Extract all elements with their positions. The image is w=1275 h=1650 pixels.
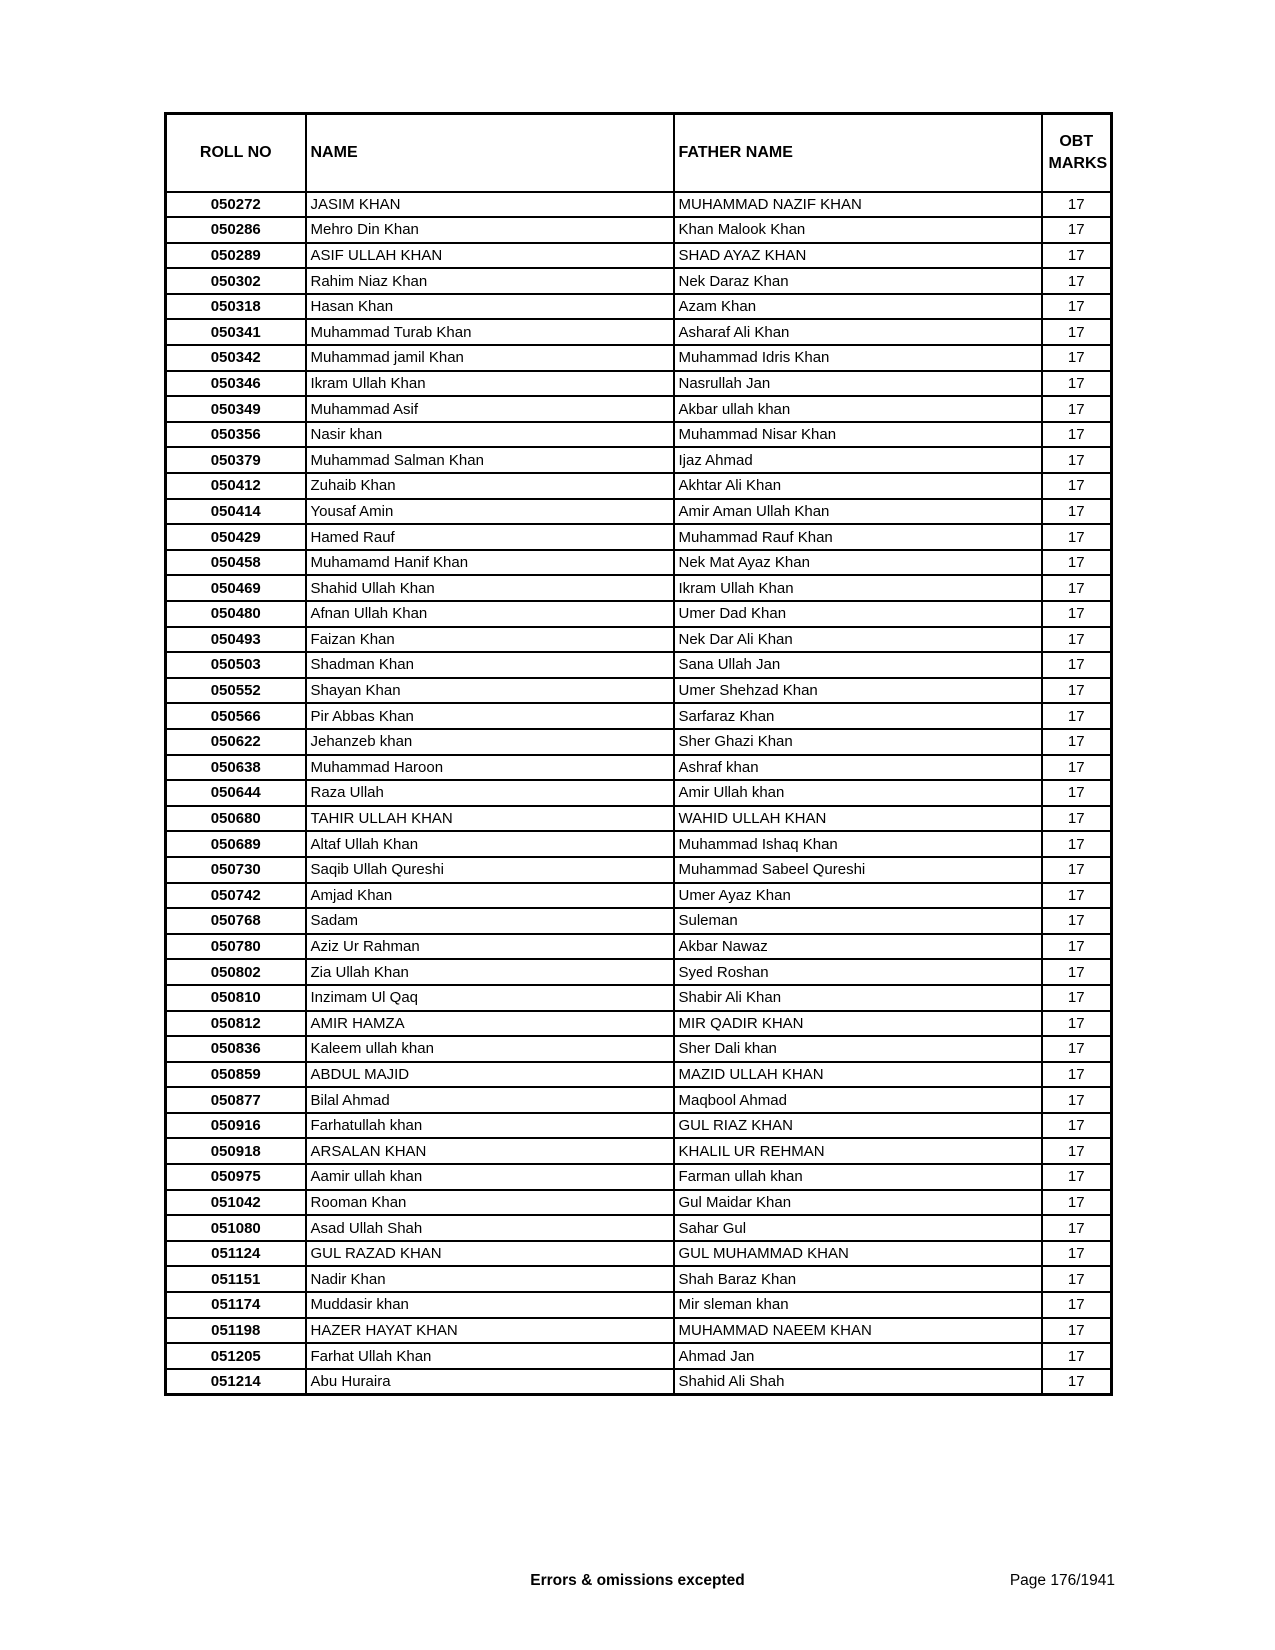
table-row xyxy=(166,627,1112,653)
table-row xyxy=(166,1318,1112,1344)
name-cell: Shadman Khan xyxy=(306,652,674,678)
roll-no-cell: 050429 xyxy=(166,524,306,550)
name-cell: JASIM KHAN xyxy=(306,192,674,218)
marks-cell: 17 xyxy=(1042,703,1112,729)
marks-cell: 17 xyxy=(1042,857,1112,883)
father-name-cell: Nek Dar Ali Khan xyxy=(674,627,1042,653)
roll-no-cell: 050552 xyxy=(166,678,306,704)
page-indicator: Page 176/1941 xyxy=(1009,1572,1115,1589)
table-row xyxy=(166,422,1112,448)
father-name-cell: Gul Maidar Khan xyxy=(674,1190,1042,1216)
name-cell: Farhat Ullah Khan xyxy=(306,1343,674,1369)
roll-no-cell: 050644 xyxy=(166,780,306,806)
marks-cell: 17 xyxy=(1042,319,1112,345)
marks-cell: 17 xyxy=(1042,217,1112,243)
name-cell: Yousaf Amin xyxy=(306,499,674,525)
marks-cell: 17 xyxy=(1042,1318,1112,1344)
name-cell: Aamir ullah khan xyxy=(306,1164,674,1190)
table-row xyxy=(166,601,1112,627)
name-cell: Amjad Khan xyxy=(306,883,674,909)
father-name-cell: Syed Roshan xyxy=(674,959,1042,985)
father-name-cell: Ijaz Ahmad xyxy=(674,447,1042,473)
marks-cell: 17 xyxy=(1042,1343,1112,1369)
name-cell: Abu Huraira xyxy=(306,1369,674,1395)
father-name-cell: Sana Ullah Jan xyxy=(674,652,1042,678)
roll-no-cell: 051080 xyxy=(166,1215,306,1241)
father-name-cell: Muhammad Idris Khan xyxy=(674,345,1042,371)
father-name-cell: Shahid Ali Shah xyxy=(674,1369,1042,1395)
marks-cell: 17 xyxy=(1042,1215,1112,1241)
table-row xyxy=(166,1164,1112,1190)
roll-no-cell: 050356 xyxy=(166,422,306,448)
father-name-cell: Akbar Nawaz xyxy=(674,934,1042,960)
table-row xyxy=(166,243,1112,269)
name-cell: HAZER HAYAT KHAN xyxy=(306,1318,674,1344)
roll-no-cell: 050689 xyxy=(166,831,306,857)
table-row xyxy=(166,1062,1112,1088)
marks-cell: 17 xyxy=(1042,729,1112,755)
marks-cell: 17 xyxy=(1042,1164,1112,1190)
father-name-cell: Asharaf Ali Khan xyxy=(674,319,1042,345)
table-row xyxy=(166,192,1112,218)
table-row xyxy=(166,524,1112,550)
name-cell: Shahid Ullah Khan xyxy=(306,575,674,601)
table-row xyxy=(166,396,1112,422)
name-cell: Aziz Ur Rahman xyxy=(306,934,674,960)
table-row xyxy=(166,908,1112,934)
name-cell: Shayan Khan xyxy=(306,678,674,704)
marks-cell: 17 xyxy=(1042,243,1112,269)
roll-no-cell: 051214 xyxy=(166,1369,306,1395)
roll-no-cell: 050318 xyxy=(166,294,306,320)
father-name-cell: GUL RIAZ KHAN xyxy=(674,1113,1042,1139)
father-name-cell: Nek Mat Ayaz Khan xyxy=(674,550,1042,576)
roll-no-cell: 051042 xyxy=(166,1190,306,1216)
name-cell: Muhammad jamil Khan xyxy=(306,345,674,371)
table-row xyxy=(166,678,1112,704)
name-cell: Saqib Ullah Qureshi xyxy=(306,857,674,883)
marks-cell: 17 xyxy=(1042,1062,1112,1088)
name-cell: Farhatullah khan xyxy=(306,1113,674,1139)
marks-cell: 17 xyxy=(1042,601,1112,627)
father-name-cell: SHAD AYAZ KHAN xyxy=(674,243,1042,269)
roll-no-cell: 050680 xyxy=(166,806,306,832)
marks-cell: 17 xyxy=(1042,1369,1112,1395)
name-cell: Muhammad Asif xyxy=(306,396,674,422)
marks-cell: 17 xyxy=(1042,447,1112,473)
table-row xyxy=(166,499,1112,525)
table-row xyxy=(166,319,1112,345)
roll-no-cell: 050768 xyxy=(166,908,306,934)
father-name-cell: Muhammad Rauf Khan xyxy=(674,524,1042,550)
roll-no-cell: 050286 xyxy=(166,217,306,243)
father-name-cell: Ikram Ullah Khan xyxy=(674,575,1042,601)
name-cell: ABDUL MAJID xyxy=(306,1062,674,1088)
marks-cell: 17 xyxy=(1042,1011,1112,1037)
marks-cell: 17 xyxy=(1042,524,1112,550)
marks-cell: 17 xyxy=(1042,1190,1112,1216)
name-cell: Muhammad Salman Khan xyxy=(306,447,674,473)
col-header-father-name: FATHER NAME xyxy=(674,114,1042,192)
father-name-cell: Muhammad Ishaq Khan xyxy=(674,831,1042,857)
table-row xyxy=(166,780,1112,806)
father-name-cell: Sarfaraz Khan xyxy=(674,703,1042,729)
table-row xyxy=(166,575,1112,601)
table-row xyxy=(166,473,1112,499)
father-name-cell: Akbar ullah khan xyxy=(674,396,1042,422)
marks-cell: 17 xyxy=(1042,499,1112,525)
father-name-cell: Shabir Ali Khan xyxy=(674,985,1042,1011)
roll-no-cell: 050780 xyxy=(166,934,306,960)
marks-cell: 17 xyxy=(1042,1087,1112,1113)
marks-cell: 17 xyxy=(1042,806,1112,832)
roll-no-cell: 050302 xyxy=(166,268,306,294)
father-name-cell: MAZID ULLAH KHAN xyxy=(674,1062,1042,1088)
father-name-cell: Azam Khan xyxy=(674,294,1042,320)
table-row xyxy=(166,1190,1112,1216)
name-cell: Mehro Din Khan xyxy=(306,217,674,243)
marks-cell: 17 xyxy=(1042,780,1112,806)
marks-cell: 17 xyxy=(1042,422,1112,448)
roll-no-cell: 050493 xyxy=(166,627,306,653)
table-row xyxy=(166,447,1112,473)
father-name-cell: Umer Shehzad Khan xyxy=(674,678,1042,704)
table-row xyxy=(166,806,1112,832)
roll-no-cell: 050503 xyxy=(166,652,306,678)
results-table xyxy=(164,112,1113,1396)
table-row xyxy=(166,729,1112,755)
father-name-cell: Ahmad Jan xyxy=(674,1343,1042,1369)
table-row xyxy=(166,831,1112,857)
father-name-cell: Farman ullah khan xyxy=(674,1164,1042,1190)
roll-no-cell: 050916 xyxy=(166,1113,306,1139)
col-header-name: NAME xyxy=(306,114,674,192)
father-name-cell: GUL MUHAMMAD KHAN xyxy=(674,1241,1042,1267)
roll-no-cell: 050379 xyxy=(166,447,306,473)
name-cell: Muddasir khan xyxy=(306,1292,674,1318)
table-row xyxy=(166,1369,1112,1395)
roll-no-cell: 050877 xyxy=(166,1087,306,1113)
name-cell: GUL RAZAD KHAN xyxy=(306,1241,674,1267)
name-cell: Rahim Niaz Khan xyxy=(306,268,674,294)
marks-cell: 17 xyxy=(1042,652,1112,678)
name-cell: Altaf Ullah Khan xyxy=(306,831,674,857)
table-body xyxy=(166,192,1112,1395)
marks-cell: 17 xyxy=(1042,345,1112,371)
table-row xyxy=(166,755,1112,781)
name-cell: Inzimam Ul Qaq xyxy=(306,985,674,1011)
roll-no-cell: 050622 xyxy=(166,729,306,755)
table-row xyxy=(166,1292,1112,1318)
marks-cell: 17 xyxy=(1042,550,1112,576)
name-cell: Rooman Khan xyxy=(306,1190,674,1216)
father-name-cell: Umer Dad Khan xyxy=(674,601,1042,627)
marks-cell: 17 xyxy=(1042,959,1112,985)
name-cell: Raza Ullah xyxy=(306,780,674,806)
roll-no-cell: 050341 xyxy=(166,319,306,345)
father-name-cell: Shah Baraz Khan xyxy=(674,1266,1042,1292)
name-cell: Hasan Khan xyxy=(306,294,674,320)
roll-no-cell: 050469 xyxy=(166,575,306,601)
roll-no-cell: 051151 xyxy=(166,1266,306,1292)
marks-cell: 17 xyxy=(1042,575,1112,601)
table-row xyxy=(166,652,1112,678)
table-row xyxy=(166,294,1112,320)
name-cell: Nasir khan xyxy=(306,422,674,448)
marks-cell: 17 xyxy=(1042,883,1112,909)
table-row xyxy=(166,1266,1112,1292)
roll-no-cell: 051174 xyxy=(166,1292,306,1318)
roll-no-cell: 050836 xyxy=(166,1036,306,1062)
marks-cell: 17 xyxy=(1042,755,1112,781)
father-name-cell: Akhtar Ali Khan xyxy=(674,473,1042,499)
table-row xyxy=(166,883,1112,909)
father-name-cell: Khan Malook Khan xyxy=(674,217,1042,243)
table-row xyxy=(166,1343,1112,1369)
marks-cell: 17 xyxy=(1042,1241,1112,1267)
footer-note: Errors & omissions excepted xyxy=(530,1572,745,1589)
roll-no-cell: 050412 xyxy=(166,473,306,499)
roll-no-cell: 050480 xyxy=(166,601,306,627)
table-row xyxy=(166,934,1112,960)
col-header-obt-marks: OBT MARKS xyxy=(1042,114,1112,192)
roll-no-cell: 050289 xyxy=(166,243,306,269)
name-cell: Faizan Khan xyxy=(306,627,674,653)
roll-no-cell: 050730 xyxy=(166,857,306,883)
name-cell: Zuhaib Khan xyxy=(306,473,674,499)
table-row xyxy=(166,217,1112,243)
marks-cell: 17 xyxy=(1042,192,1112,218)
table-row xyxy=(166,1011,1112,1037)
father-name-cell: MUHAMMAD NAZIF KHAN xyxy=(674,192,1042,218)
father-name-cell: Amir Ullah khan xyxy=(674,780,1042,806)
roll-no-cell: 050812 xyxy=(166,1011,306,1037)
father-name-cell: Nek Daraz Khan xyxy=(674,268,1042,294)
table-row xyxy=(166,1138,1112,1164)
name-cell: AMIR HAMZA xyxy=(306,1011,674,1037)
marks-cell: 17 xyxy=(1042,908,1112,934)
name-cell: Sadam xyxy=(306,908,674,934)
roll-no-cell: 050638 xyxy=(166,755,306,781)
name-cell: Zia Ullah Khan xyxy=(306,959,674,985)
marks-cell: 17 xyxy=(1042,934,1112,960)
roll-no-cell: 050975 xyxy=(166,1164,306,1190)
marks-cell: 17 xyxy=(1042,678,1112,704)
roll-no-cell: 050810 xyxy=(166,985,306,1011)
name-cell: Kaleem ullah khan xyxy=(306,1036,674,1062)
father-name-cell: Sher Dali khan xyxy=(674,1036,1042,1062)
name-cell: ARSALAN KHAN xyxy=(306,1138,674,1164)
name-cell: Bilal Ahmad xyxy=(306,1087,674,1113)
marks-cell: 17 xyxy=(1042,1113,1112,1139)
name-cell: TAHIR ULLAH KHAN xyxy=(306,806,674,832)
roll-no-cell: 050346 xyxy=(166,371,306,397)
marks-cell: 17 xyxy=(1042,268,1112,294)
table-row xyxy=(166,1036,1112,1062)
father-name-cell: Sahar Gul xyxy=(674,1215,1042,1241)
father-name-cell: Sher Ghazi Khan xyxy=(674,729,1042,755)
father-name-cell: Suleman xyxy=(674,908,1042,934)
marks-cell: 17 xyxy=(1042,396,1112,422)
name-cell: Jehanzeb khan xyxy=(306,729,674,755)
table-row xyxy=(166,345,1112,371)
marks-cell: 17 xyxy=(1042,371,1112,397)
marks-cell: 17 xyxy=(1042,1266,1112,1292)
roll-no-cell: 050859 xyxy=(166,1062,306,1088)
roll-no-cell: 051205 xyxy=(166,1343,306,1369)
table-row xyxy=(166,1215,1112,1241)
roll-no-cell: 050566 xyxy=(166,703,306,729)
roll-no-cell: 050414 xyxy=(166,499,306,525)
father-name-cell: MIR QADIR KHAN xyxy=(674,1011,1042,1037)
table-row xyxy=(166,1113,1112,1139)
name-cell: Ikram Ullah Khan xyxy=(306,371,674,397)
roll-no-cell: 050918 xyxy=(166,1138,306,1164)
marks-cell: 17 xyxy=(1042,831,1112,857)
roll-no-cell: 050458 xyxy=(166,550,306,576)
table-header xyxy=(166,114,1112,192)
name-cell: Asad Ullah Shah xyxy=(306,1215,674,1241)
name-cell: Pir Abbas Khan xyxy=(306,703,674,729)
table-row xyxy=(166,371,1112,397)
table-row xyxy=(166,550,1112,576)
father-name-cell: Umer Ayaz Khan xyxy=(674,883,1042,909)
table-row xyxy=(166,857,1112,883)
roll-no-cell: 050342 xyxy=(166,345,306,371)
father-name-cell: Muhammad Sabeel Qureshi xyxy=(674,857,1042,883)
roll-no-cell: 050272 xyxy=(166,192,306,218)
father-name-cell: Amir Aman Ullah Khan xyxy=(674,499,1042,525)
marks-cell: 17 xyxy=(1042,1292,1112,1318)
name-cell: Muhammad Haroon xyxy=(306,755,674,781)
marks-cell: 17 xyxy=(1042,473,1112,499)
table-row xyxy=(166,1241,1112,1267)
father-name-cell: Mir sleman khan xyxy=(674,1292,1042,1318)
roll-no-cell: 050349 xyxy=(166,396,306,422)
roll-no-cell: 050742 xyxy=(166,883,306,909)
marks-cell: 17 xyxy=(1042,1138,1112,1164)
header-row xyxy=(166,114,1112,192)
page-footer xyxy=(0,1572,1275,1596)
name-cell: Afnan Ullah Khan xyxy=(306,601,674,627)
table-row xyxy=(166,985,1112,1011)
table-row xyxy=(166,703,1112,729)
father-name-cell: Muhammad Nisar Khan xyxy=(674,422,1042,448)
marks-cell: 17 xyxy=(1042,1036,1112,1062)
marks-cell: 17 xyxy=(1042,985,1112,1011)
roll-no-cell: 051198 xyxy=(166,1318,306,1344)
col-header-roll-no: ROLL NO xyxy=(166,114,306,192)
father-name-cell: WAHID ULLAH KHAN xyxy=(674,806,1042,832)
father-name-cell: MUHAMMAD NAEEM KHAN xyxy=(674,1318,1042,1344)
marks-cell: 17 xyxy=(1042,294,1112,320)
name-cell: Hamed Rauf xyxy=(306,524,674,550)
roll-no-cell: 050802 xyxy=(166,959,306,985)
name-cell: Muhamamd Hanif Khan xyxy=(306,550,674,576)
father-name-cell: Maqbool Ahmad xyxy=(674,1087,1042,1113)
table-row xyxy=(166,959,1112,985)
father-name-cell: Ashraf khan xyxy=(674,755,1042,781)
name-cell: Nadir Khan xyxy=(306,1266,674,1292)
table-row xyxy=(166,1087,1112,1113)
name-cell: ASIF ULLAH KHAN xyxy=(306,243,674,269)
father-name-cell: Nasrullah Jan xyxy=(674,371,1042,397)
father-name-cell: KHALIL UR REHMAN xyxy=(674,1138,1042,1164)
roll-no-cell: 051124 xyxy=(166,1241,306,1267)
marks-cell: 17 xyxy=(1042,627,1112,653)
table-row xyxy=(166,268,1112,294)
name-cell: Muhammad Turab Khan xyxy=(306,319,674,345)
